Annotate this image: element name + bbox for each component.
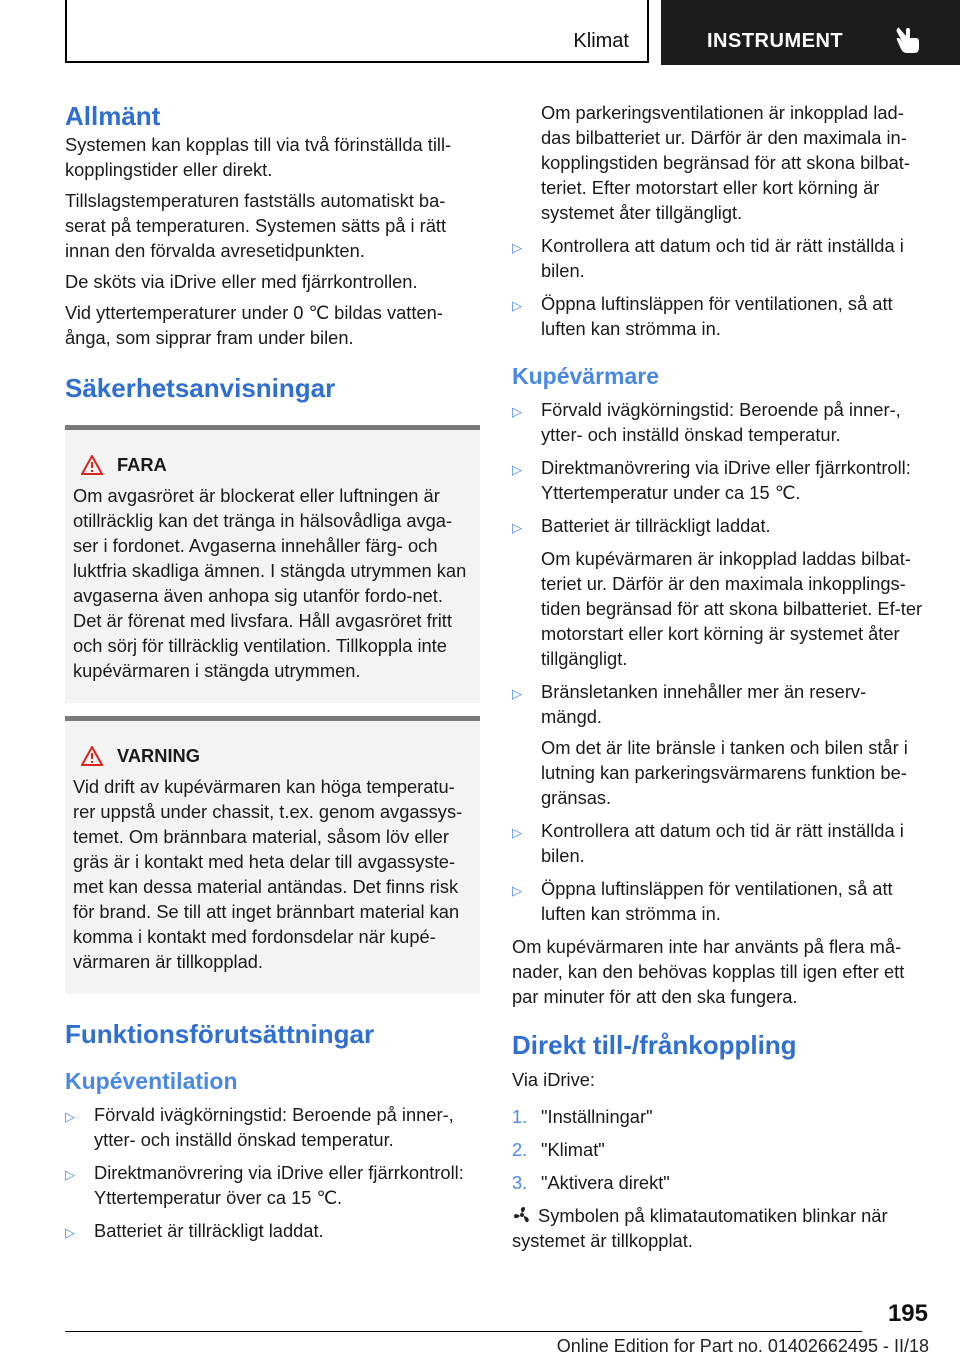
paragraph: Systemen kan kopplas till via två förinställda till-kopplingstider eller direkt. — [65, 134, 452, 180]
warning-text: Vid drift av kupévärmaren kan höga temperatu-rer uppstå under chassit, t.ex. genom avgassys-temet. Om brännbara material, såsom löv eller gräs är i kontakt med heta delar till avgassyste-met kan dessa material antändas. Det finns risk för brand. Se till att inget brännbart material kan komma i kontakt med fordonsdelar när kupé-värmaren är tillkopplad. — [73, 776, 463, 972]
section-title: Klimat — [573, 30, 629, 52]
paragraph: Tillslagstemperaturen fastställs automatiskt ba-serat på temperaturen. Systemen sätts på i rätt innan den förvalda avresetidpunkten. — [65, 190, 447, 261]
list-item: ▷ Förvald ivägkörningstid: Beroende på inner-, ytter- och inställd önskad temperatur. — [65, 1104, 454, 1150]
heading-sakerhet: Säkerhetsanvisningar — [65, 373, 336, 403]
header-section-box — [65, 0, 649, 63]
right-column — [512, 100, 927, 1253]
hand-pointer-icon — [895, 26, 921, 54]
paragraph: Via iDrive: — [512, 1069, 595, 1090]
triangle-bullet-icon: ▷ — [65, 1167, 75, 1182]
warning-title: VARNING — [81, 743, 472, 768]
heading-direkt: Direkt till-/frånkoppling — [512, 1030, 797, 1060]
triangle-bullet-icon: ▷ — [65, 1225, 75, 1240]
triangle-bullet-icon: ▷ — [512, 883, 522, 898]
warning-box — [65, 716, 480, 994]
list-item: ▷ Öppna luftinsläppen för ventilationen, så att luften kan strömma in. — [512, 878, 893, 924]
paragraph: Om kupévärmaren inte har använts på flera må-nader, kan den behövas kopplas till igen efter ett par minuter för att den ska fungera. — [512, 936, 905, 1007]
warning-triangle-icon — [81, 455, 103, 475]
footer-edition: Online Edition for Part no. 01402662495 - II/18 — [556, 1336, 929, 1356]
page-header — [65, 0, 960, 64]
chapter-title: INSTRUMENT — [707, 30, 844, 52]
triangle-bullet-icon: ▷ — [512, 404, 522, 419]
list-item: ▷ Kontrollera att datum och tid är rätt inställda i bilen. — [512, 820, 904, 866]
step-item: 1. "Inställningar" — [512, 1106, 653, 1127]
triangle-bullet-icon: ▷ — [512, 686, 522, 701]
triangle-bullet-icon: ▷ — [65, 1109, 75, 1124]
list-item: ▷ Öppna luftinsläppen för ventilationen, så att luften kan strömma in. — [512, 293, 893, 339]
triangle-bullet-icon: ▷ — [512, 462, 522, 477]
list-item: ▷ Batteriet är tillräckligt laddat. — [512, 513, 927, 540]
left-column — [65, 100, 480, 1245]
heading-funktion: Funktionsförutsättningar — [65, 1019, 375, 1049]
warning-triangle-icon — [81, 746, 103, 766]
list-item: ▷ Direktmanövrering via iDrive eller fjärrkontroll: Yttertemperatur under ca 15 ℃. — [512, 457, 911, 503]
heading-kupeventilation: Kupéventilation — [65, 1068, 238, 1094]
triangle-bullet-icon: ▷ — [512, 240, 522, 255]
triangle-bullet-icon: ▷ — [512, 298, 522, 313]
list-item: ▷ Direktmanövrering via iDrive eller fjärrkontroll: Yttertemperatur över ca 15 ℃. — [65, 1162, 464, 1208]
chapter-tab — [661, 0, 960, 65]
triangle-bullet-icon: ▷ — [512, 825, 522, 840]
list-item: ▷ Batteriet är tillräckligt laddat. — [65, 1218, 480, 1245]
paragraph: Om kupévärmaren är inkopplad laddas bilbat-teriet ur. Därför är den maximala inkopplings-tiden begränsad för att skona bilbatteriet. Ef-ter motorstart eller kort körning är systemet åter tillgängligt. — [541, 548, 923, 669]
fan-icon — [512, 1206, 532, 1224]
paragraph: Om det är lite bränsle i tanken och bilen står i lutning kan parkeringsvärmarens funktion be-gränsas. — [541, 737, 908, 808]
heading-allmant: Allmänt — [65, 101, 161, 131]
triangle-bullet-icon: ▷ — [512, 520, 522, 535]
danger-text: Om avgasröret är blockerat eller luftningen är otillräcklig kan det tränga in hälsovådliga avga-ser i fordonet. Avgaserna innehåller färg- och luktfria skadliga ämnen. I stängda utrymmen kan avgaserna även anhopa sig utanför fordo-net. Det är förenat med livsfara. Håll avgasröret fritt och sörj för tillräcklig ventilation. Tillkoppla inte kupévärmaren i stängda utrymmen. — [73, 485, 467, 681]
step-item: 3. "Aktivera direkt" — [512, 1172, 670, 1193]
paragraph: Om parkeringsventilationen är inkopplad lad-das bilbatteriet ur. Därför är den maximala in-kopplingstiden begränsad för att skona bilbat-teriet. Efter motorstart eller kort körning är systemet åter tillgängligt. — [541, 102, 910, 223]
paragraph: De sköts via iDrive eller med fjärrkontrollen. — [65, 271, 418, 292]
page-number: 195 — [887, 1300, 928, 1327]
list-item: ▷ Bränsletanken innehåller mer än reserv-mängd. — [512, 681, 867, 727]
paragraph: Vid yttertemperaturer under 0 ℃ bildas vatten-ånga, som sipprar fram under bilen. — [65, 302, 443, 348]
list-item: ▷ Förvald ivägkörningstid: Beroende på inner-, ytter- och inställd önskad temperatur. — [512, 399, 901, 445]
danger-title: FARA — [81, 452, 472, 477]
step-item: 2. "Klimat" — [512, 1139, 605, 1160]
heading-kupevarmare: Kupévärmare — [512, 363, 660, 389]
list-item: ▷ Kontrollera att datum och tid är rätt inställda i bilen. — [512, 235, 904, 281]
symbol-note: Symbolen på klimatautomatiken blinkar när systemet är tillkopplat. — [512, 1205, 888, 1251]
danger-box — [65, 425, 480, 703]
footer-divider — [65, 1331, 862, 1332]
